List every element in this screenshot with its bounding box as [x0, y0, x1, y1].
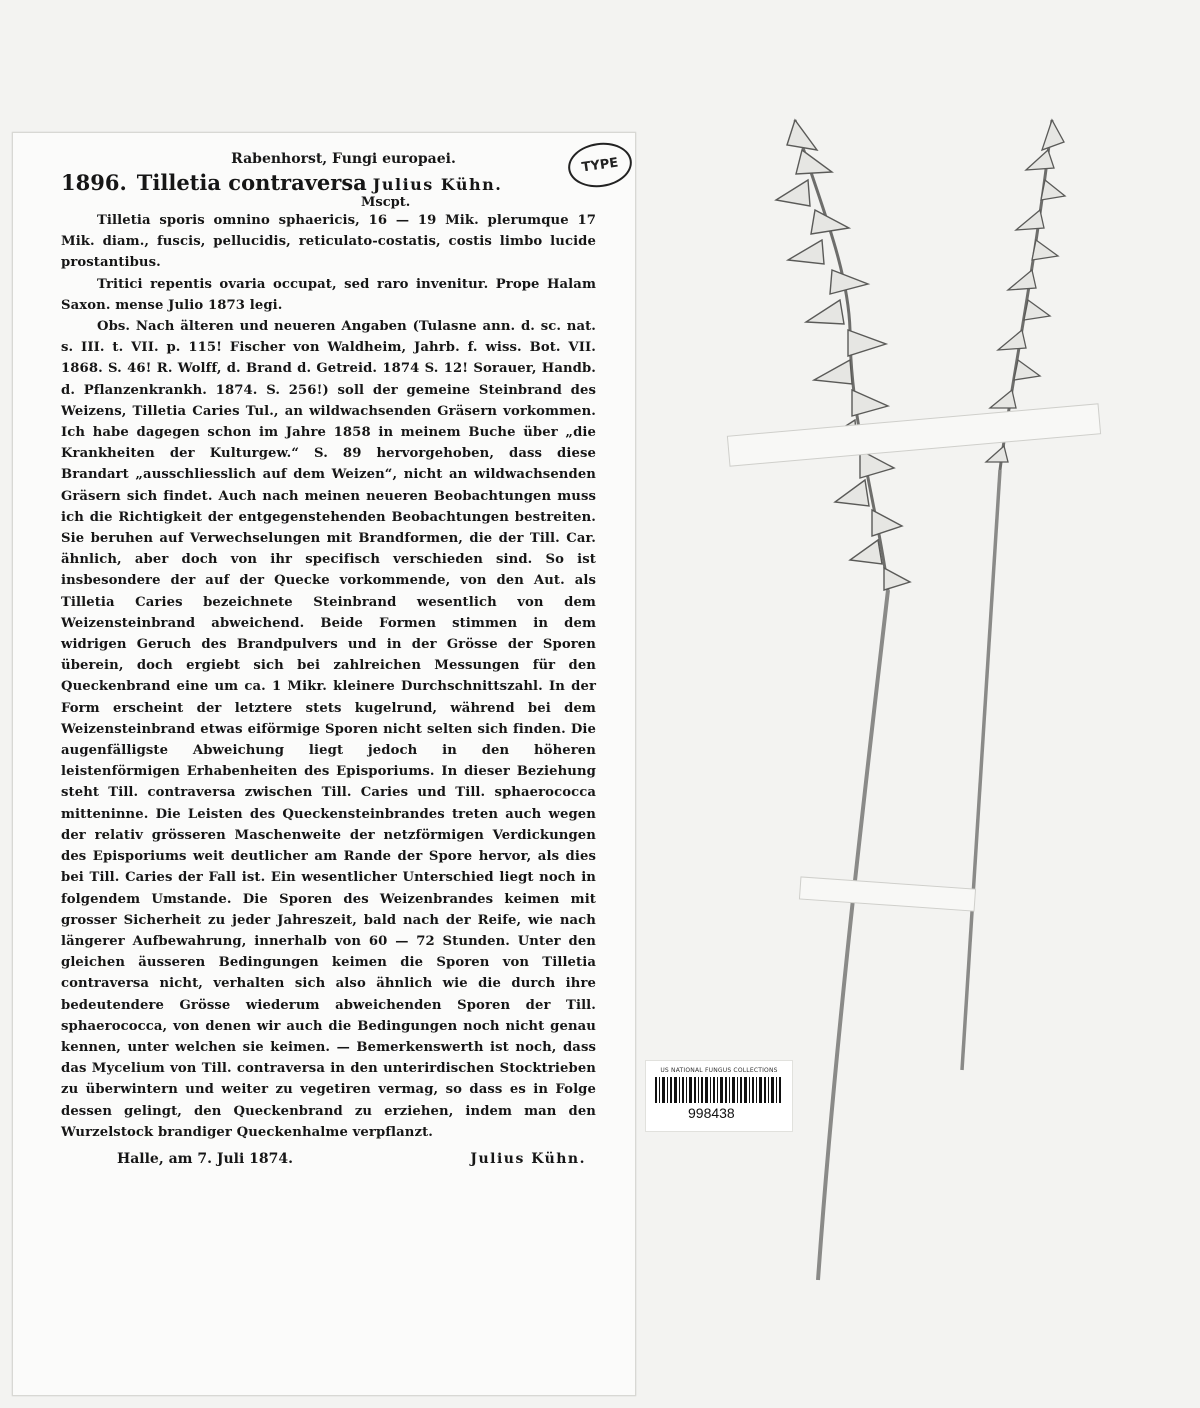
exsiccata-number: 1896. — [61, 170, 127, 195]
habitat-paragraph: Tritici repentis ovaria occupat, sed raro invenitur. Prope Halam Saxon. mense Julio 1873 legi. — [61, 276, 596, 313]
observation-paragraph: Obs. Nach älteren und neueren Angaben (Tulasne ann. d. sc. nat. s. III. t. VII. p. 115! Fischer von Waldheim, Jahrb. f. wiss. Bot. VII. 1868. S. 46! R. Wolff, d. Brand d. Getreid. 1874 S. 12! Sorauer, Handb. d. Pflanzenkrankh. 1874. S. 256!) soll der gemeine Steinbrand des Weizens, Tilletia Caries Tul., an wildwachsenden Gräsern vorkommen. Ich habe dagegen schon im Jahre 1858 in meinem Buche über „die Krankheiten der Kulturgew.“ S. 89 hervorgehoben, dass diese Brandart „ausschliesslich auf dem Weizen“, nicht an wildwachsenden Gräsern sich findet. Auch nach meinen neueren Beobachtungen muss ich die Richtigkeit der entgegenstehenden Beobachtungen bestreiten. Sie beruhen auf Verwechselungen mit Brandformen, die der Till. Car. ähnlich, aber doch von ihr specifisch verschieden sind. So ist insbesondere der auf der Quecke vorkommende, von den Aut. als Tilletia Caries bezeichnete Steinbrand wesentlich von dem Weizensteinbrand abweichend. Beide Formen stimmen in dem widrigen Geruch des Brandpulvers und in der Grösse der Sporen überein, doch ergiebt sich bei zahlreichen Messungen für den Queckenbrand eine um ca. 1 Mikr. kleinere Durchschnittszahl. In der Form erscheint der letztere stets kugelrund, während bei dem Weizensteinbrand etwas eiförmige Sporen nicht selten sich finden. Die augenfälligste Abweichung liegt jedoch in den höheren leistenförmigen Erhabenheiten des Episporiums. In dieser Beziehung steht Till. contraversa zwischen Till. Caries und Till. sphaerococca mitteninne. Die Leisten des Queckensteinbrandes treten auch wegen der relativ grösseren Maschenweite der netzförmigen Verdickungen des Episporiums weit deutlicher am Rande der Spore hervor, als dies bei Till. Caries der Fall ist. Ein wesentlicher Unterschied liegt noch in folgendem Umstande. Die Sporen des Weizenbrandes keimen mit grosser Sicherheit zu jeder Jahreszeit, bald nach der Reife, wie nach längerer Aufbewahrung, innerhalb von 60 — 72 Stunden. Unter den gleichen äusseren Bedingungen keimen die Sporen von Tilletia contraversa nicht, verhalten sich also ähnlich wie die durch ihre bedeutendere Grösse wiederum abweichenden Sporen der Till. sphaerococca, von denen wir auch die Bedingungen noch nicht genau kennen, unter welchen sie keimen. — Bemerkenswerth ist noch, dass das Mycelium von Till. contraversa in den unterirdischen Stocktrieben zu überwintern und weiter zu vegetiren vermag, so dass es in Folge dessen gelingt, den Queckenbrand zu erziehen, indem man den Wurzelstock brandiger Queckenhalme verpflanzt. — [61, 319, 596, 1140]
type-stamp: TYPE — [565, 139, 635, 191]
species-name: Tilletia contraversa — [136, 170, 367, 195]
barcode-number: 998438 — [688, 1105, 735, 1121]
series-title: Rabenhorst, Fungi europaei. — [231, 151, 456, 167]
author-signature: Julius Kühn. — [470, 1150, 586, 1167]
species-heading — [61, 171, 596, 197]
place-date: Halle, am 7. Juli 1874. — [117, 1150, 293, 1167]
barcode-institution: US NATIONAL FUNGUS COLLECTIONS — [660, 1067, 778, 1074]
manuscript-note: Mscpt. — [361, 195, 411, 210]
species-author: Julius Kühn. — [372, 175, 503, 194]
diagnosis-paragraph: Tilletia sporis omnino sphaericis, 16 — 19 Mik. plerumque 17 Mik. diam., fuscis, pellucidis, reticulato-costatis, costis limbo lucide prostantibus. — [61, 213, 596, 271]
signature-line — [61, 1151, 596, 1177]
barcode-label — [645, 1060, 793, 1132]
label-body — [61, 210, 596, 1143]
barcode-icon — [655, 1077, 783, 1103]
printed-label — [12, 132, 636, 1396]
